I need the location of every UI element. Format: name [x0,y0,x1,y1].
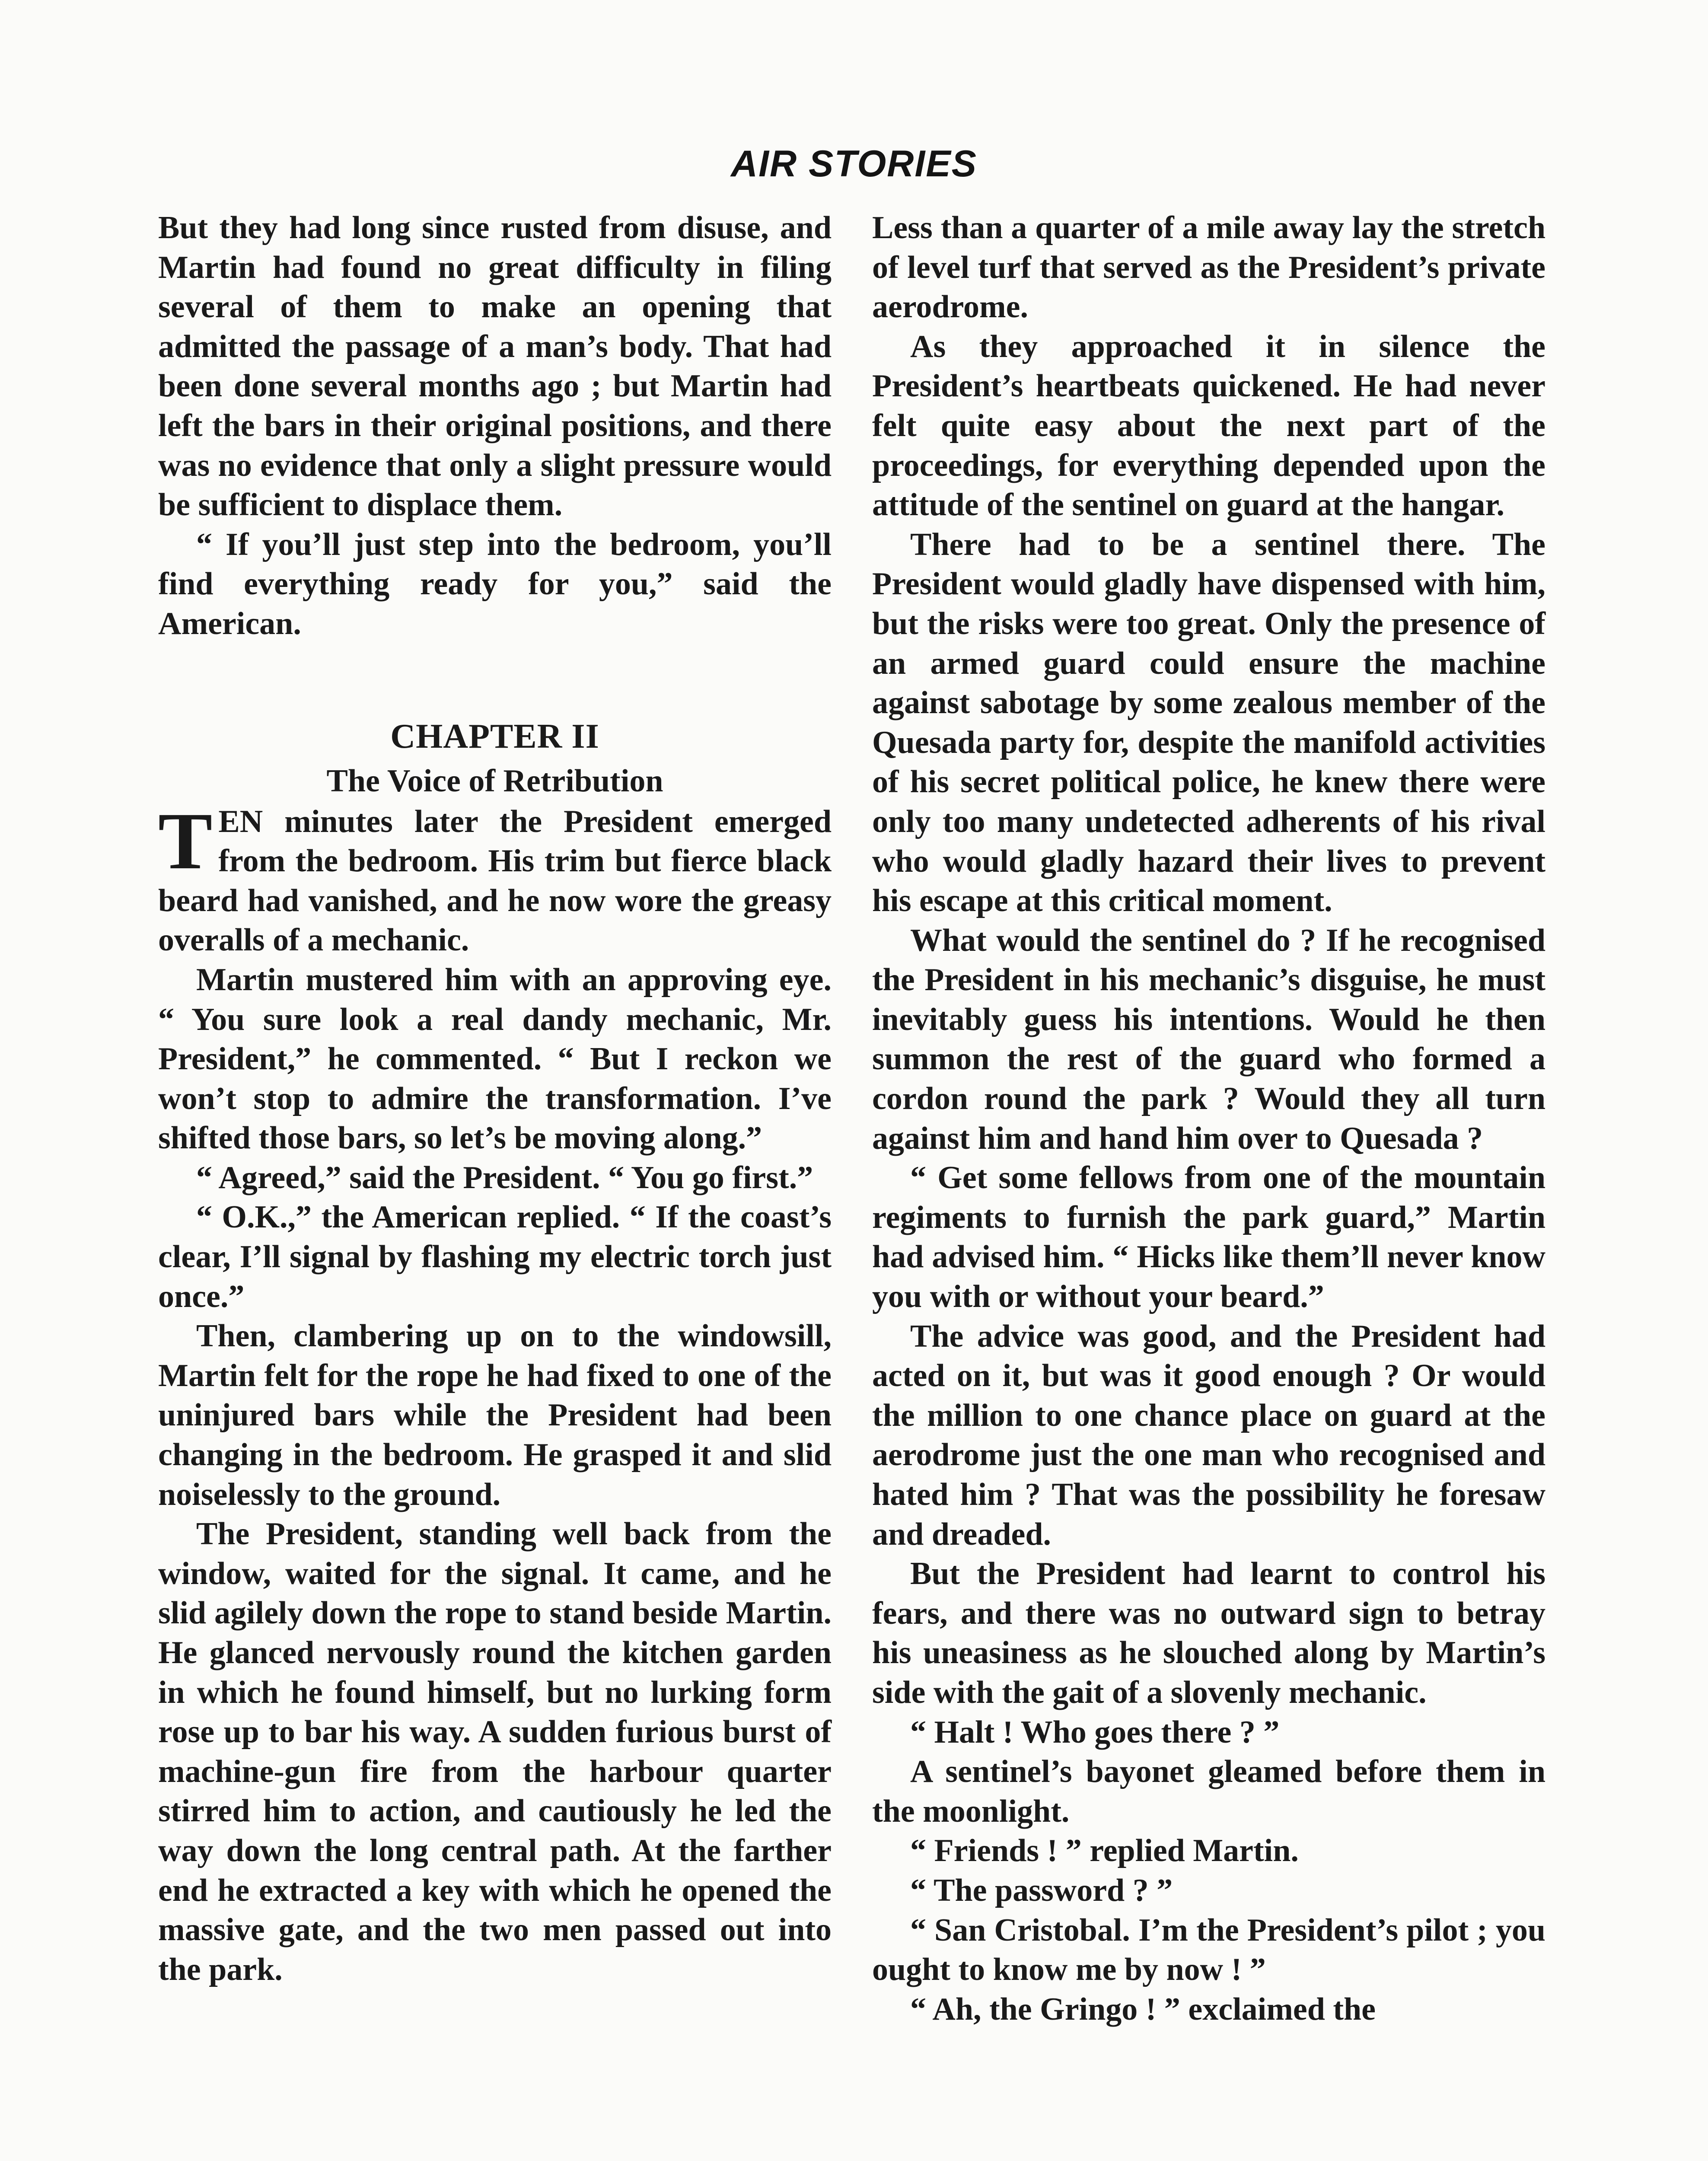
paragraph: Less than a quarter of a mile away lay the stretch of level turf that served as the President’s private aerodrome. [872,210,1545,325]
paragraph: “ Get some fellows from one of the mountain regiments to furnish the park guard,” Martin had advised him. “ Hicks like them’ll never know you with or without your beard.” [872,1160,1545,1315]
paragraph: Martin mustered him with an approving eye. “ You sure look a real dandy mechanic, Mr. President,” he commented. “ But I reckon we won’t stop to admire the transformation. I’ve shifted those bars, so let’s be moving along.” [158,962,832,1156]
paragraph: But the President had learnt to control his fears, and there was no outward sign to betray his uneasiness as he slouched along by Martin’s side with the gait of a slovenly mechanic. [872,1556,1545,1710]
paragraph: “ Agreed,” said the President. “ You go first.” [196,1160,813,1195]
paragraph: But they had long since rusted from disuse, and Martin had found no great difficulty in filing several of them to make an opening that admitted the passage of a man’s body. That had been done several months ago ; but Martin had left the bars in their original positions, and there was no evidence that only a slight pressure would be sufficient to displace them. [158,210,832,523]
running-title: AIR STORIES [731,143,977,185]
paragraph: “ Friends ! ” replied Martin. [910,1833,1299,1869]
left-column [158,208,832,1989]
paragraph: “ San Cristobal. I’m the President’s pilot ; you ought to know me by now ! ” [872,1912,1545,1988]
chapter-title: CHAPTER II [390,717,599,755]
paragraph: “ The password ? ” [910,1872,1173,1908]
paragraph: Then, clambering up on to the windowsill, Martin felt for the rope he had fixed to one of the uninjured bars while the President had been changing in the bedroom. He grasped it and slid noiselessly to the ground. [158,1318,832,1512]
paragraph: There had to be a sentinel there. The President would gladly have dispensed with him, but the risks were too great. Only the presence of an armed guard could ensure the machine against sabotage by some zealous member of the Quesada party for, despite the manifold activities of his secret political police, he knew there were only too many undetected adherents of his rival who would gladly hazard their lives to prevent his escape at this critical moment. [872,526,1545,919]
paragraph: “ O.K.,” the American replied. “ If the coast’s clear, I’ll signal by flashing my electric torch just once.” [158,1199,832,1314]
paragraph: “ If you’ll just step into the bedroom, you’ll find everything ready for you,” said the American. [158,526,832,641]
paragraph: As they approached it in silence the President’s heartbeats quickened. He had never felt quite easy about the next part of the proceedings, for everything depended upon the attitude of the sentinel on guard at the hangar. [872,328,1545,523]
chapter-heading [158,713,832,802]
chapter-subtitle: The Voice of Retribution [326,763,663,799]
opening-paragraph [158,795,832,960]
opening-paragraph-text: EN minutes later the President emerged from the bedroom. His trim but fierce black beard had vanished, and he now wore the greasy overalls of a mechanic. [158,803,832,958]
drop-cap: T [158,795,213,886]
paragraph: “ Ah, the Gringo ! ” exclaimed the [910,1991,1376,2027]
paragraph: The advice was good, and the President had acted on it, but was it good enough ? Or would the million to one chance place on guard at the aerodrome just the one man who recognised and hated him ? That was the possibility he foresaw and dreaded. [872,1318,1545,1552]
right-column [872,208,1545,2029]
paragraph: What would the sentinel do ? If he recognised the President in his mechanic’s disguise, he must inevitably guess his intentions. Would he then summon the rest of the guard who formed a cordon round the park ? Would they all turn against him and hand him over to Quesada ? [872,922,1545,1156]
paragraph: A sentinel’s bayonet gleamed before them in the moonlight. [872,1754,1545,1829]
paragraph: “ Halt ! Who goes there ? ” [910,1714,1280,1750]
paragraph: The President, standing well back from the window, waited for the signal. It came, and he slid agilely down the rope to stand beside Martin. He glanced nervously round the kitchen garden in which he found himself, but no lurking form rose up to bar his way. A sudden furious burst of machine-gun fire from the harbour quarter stirred him to action, and cautiously he led the way down the long central path. At the farther end he extracted a key with which he opened the massive gate, and the two men passed out into the park. [158,1516,832,1987]
